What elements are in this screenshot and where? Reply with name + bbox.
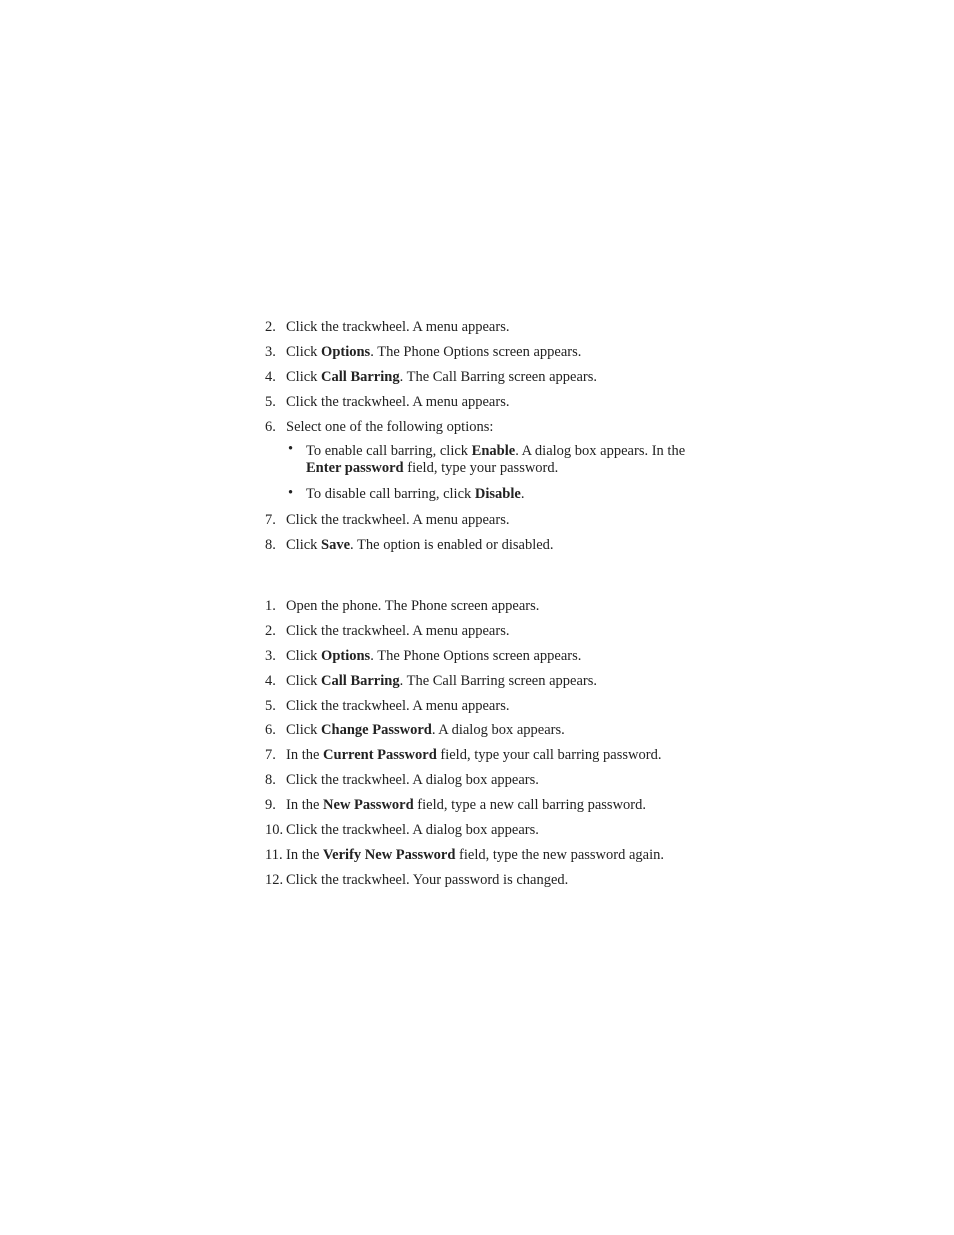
call-barring-steps (0, 317, 696, 560)
bullet-item-disable (0, 485, 696, 510)
step-number: 3. (265, 343, 276, 360)
bullet-icon: • (288, 485, 294, 502)
step-number: 8. (265, 537, 276, 554)
step-number: 9. (265, 797, 276, 814)
step-number: 3. (265, 647, 276, 664)
step-number: 7. (265, 512, 276, 529)
step-text: Click the trackwheel. A menu appears. (286, 319, 510, 335)
bullet-text: To disable call barring, click Disable. (306, 486, 525, 503)
step-text: Click Call Barring. The Call Barring screen appears. (286, 368, 598, 385)
step-text: Click Call Barring. The Call Barring screen appears. (286, 672, 598, 689)
list-item (0, 392, 696, 417)
list-item (0, 342, 696, 367)
step-number: 11. (265, 846, 283, 863)
step-text: Click Change Password. A dialog box appears. (286, 722, 565, 739)
step-text: In the Current Password field, type your call barring password. (286, 747, 662, 764)
step-number: 10. (265, 822, 284, 839)
step-text: Click the trackwheel. Your password is changed. (286, 871, 569, 888)
step-text: Click Options. The Phone Options screen appears. (286, 647, 582, 664)
step-number: 2. (265, 622, 276, 639)
bullet-icon: • (288, 441, 294, 458)
step-number: 1. (265, 598, 276, 614)
step-number: 6. (265, 722, 276, 739)
step-text: Click the trackwheel. A dialog box appears. (286, 772, 539, 789)
step-number: 5. (265, 697, 276, 714)
option-bullets (0, 441, 696, 510)
step-text: Click the trackwheel. A dialog box appears. (286, 822, 539, 839)
step-number: 4. (265, 672, 276, 689)
step-text: Click Options. The Phone Options screen appears. (286, 343, 582, 360)
step-number: 5. (265, 393, 276, 410)
step-number: 12. (265, 871, 284, 888)
step-number: 4. (265, 368, 276, 385)
list-item (0, 417, 696, 442)
list-item (0, 317, 696, 342)
step-text: In the New Password field, type a new call barring password. (286, 797, 646, 814)
step-text: Select one of the following options: (286, 418, 494, 435)
step-number: 6. (265, 418, 276, 435)
step-number: 2. (265, 319, 276, 335)
bullet-item-enable (0, 441, 696, 485)
step-text: In the Verify New Password field, type the new password again. (286, 846, 665, 863)
list-item (0, 367, 696, 392)
step-text: Click the trackwheel. A menu appears. (286, 393, 510, 410)
step-text: Click the trackwheel. A menu appears. (286, 512, 510, 529)
step-number: 8. (265, 772, 276, 789)
step-number: 7. (265, 747, 276, 764)
list-item (0, 510, 696, 535)
list-item (0, 535, 696, 560)
step-text: Open the phone. The Phone screen appears. (286, 598, 540, 614)
step-text: Click the trackwheel. A menu appears. (286, 622, 510, 639)
step-text: Click Save. The option is enabled or disabled. (286, 537, 554, 554)
bullet-text: To enable call barring, click Enable. A dialog box appears. In the Enter password field, type your password. (306, 443, 686, 477)
step-text: Click the trackwheel. A menu appears. (286, 697, 510, 714)
